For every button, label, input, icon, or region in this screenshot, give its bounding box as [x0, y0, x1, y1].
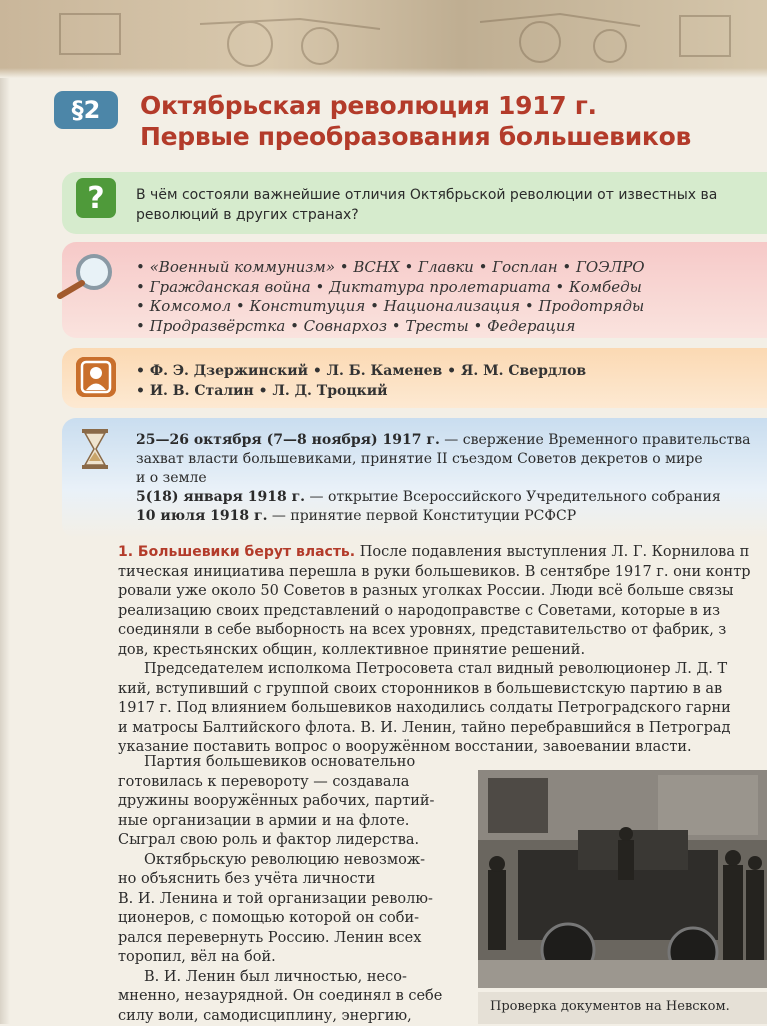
keywords-list [136, 258, 645, 336]
paragraph-line: тическая инициатива перешла в руки большевиков. В сентябре 1917 г. они контр [118, 563, 751, 583]
column-line: дружины вооружённых рабочих, партий- [118, 792, 460, 812]
paragraph-line: и матросы Балтийского флота. В. И. Ленин, тайно перебравшийся в Петроград [118, 719, 731, 739]
section-heading: 1. Большевики берут власть. [118, 544, 355, 560]
magnifier-icon [54, 250, 124, 300]
paragraph-line: соединяли в себе выборность на всех уровнях, представительство от фабрик, з [118, 621, 751, 641]
column-line: ные организации в армии и на флоте. [118, 812, 460, 832]
top-illustration-banner [0, 0, 767, 78]
persons-line: • Ф. Э. Дзержинский • Л. Б. Каменев • Я. М. Свердлов [136, 362, 586, 382]
column-line: Сыграл свою роль и фактор лидерства. [118, 831, 460, 851]
text-column [118, 753, 460, 1026]
column-line: рался перевернуть Россию. Ленин всех [118, 929, 460, 949]
portrait-icon [76, 357, 116, 397]
paragraph-line: реализацию своих представлений о народоправстве с Советами, которые в из [118, 602, 751, 622]
date-entry-3 [136, 507, 751, 526]
date-entry-1-cont: и о земле [136, 469, 751, 488]
paragraph-line: ровали уже около 50 Советов в разных уголках России. Люди всё больше связы [118, 582, 751, 602]
question-line-1: В чём состояли важнейшие отличия Октябрьской революции от известных ва [136, 185, 717, 205]
paragraph-line [118, 543, 751, 563]
dates-list [136, 431, 751, 526]
keywords-line: • Продразвёрстка • Совнархоз • Тресты • Федерация [136, 317, 645, 337]
date-description: — принятие первой Конституции РСФСР [267, 508, 576, 524]
column-line: торопил, вёл на бой. [118, 948, 460, 968]
question-mark-icon: ? [76, 178, 116, 218]
keywords-line: • Гражданская война • Диктатура пролетариата • Комбеды [136, 278, 645, 298]
question-line-2: революций в других странах? [136, 205, 717, 225]
paragraph-line: 1917 г. Под влиянием большевиков находились солдаты Петроградского гарни [118, 699, 731, 719]
persons-line: • И. В. Сталин • Л. Д. Троцкий [136, 382, 586, 402]
paragraph-line: дов, крестьянских общин, коллективное принятие решений. [118, 641, 751, 661]
paragraph-line: кий, вступивший с группой своих сторонников в большевистскую партию в ав [118, 680, 731, 700]
question-text [136, 185, 717, 225]
paragraph-first-text: После подавления выступления Л. Г. Корнилова п [355, 544, 749, 560]
column-line: В. И. Ленина и той организации револю- [118, 890, 460, 910]
photo-caption: Проверка документов на Невском. [478, 992, 767, 1024]
column-line: Октябрьскую революцию невозмож- [118, 851, 460, 871]
page-title [140, 90, 691, 152]
title-line-1: Октябрьская революция 1917 г. [140, 90, 691, 121]
date-label: 10 июля 1918 г. [136, 508, 267, 524]
date-label: 5(18) января 1918 г. [136, 489, 305, 505]
date-description: — открытие Всероссийского Учредительного собрания [305, 489, 721, 505]
column-line: готовилась к перевороту — создавала [118, 773, 460, 793]
keywords-line: • «Военный коммунизм» • ВСНХ • Главки • Госплан • ГОЭЛРО [136, 258, 645, 278]
paragraph-1 [118, 543, 751, 660]
column-line: ционеров, с помощью которой он соби- [118, 909, 460, 929]
date-label: 25—26 октября (7—8 ноября) 1917 г. [136, 432, 440, 448]
column-line: В. И. Ленин был личностью, несо- [118, 968, 460, 988]
date-entry-1-cont: захват власти большевиками, принятие II съездом Советов декретов о мире [136, 450, 751, 469]
column-line: мненно, незаурядной. Он соединял в себе [118, 987, 460, 1007]
column-line: силу воли, самодисциплину, энергию, [118, 1007, 460, 1026]
persons-list [136, 362, 586, 401]
date-entry-2 [136, 488, 751, 507]
column-line: Партия большевиков основательно [118, 753, 460, 773]
keywords-line: • Комсомол • Конституция • Национализация • Продотряды [136, 297, 645, 317]
historical-photo [478, 770, 767, 988]
paragraph-2 [118, 660, 731, 758]
section-number-badge: §2 [54, 91, 118, 129]
date-description: — свержение Временного правительства [440, 432, 751, 448]
column-line: но объяснить без учёта личности [118, 870, 460, 890]
page-spine [0, 0, 10, 1024]
title-line-2: Первые преобразования большевиков [140, 121, 691, 152]
banner-illustration [0, 4, 767, 68]
paragraph-line: указание поставить вопрос о вооружённом восстании, завоевании власти. [118, 738, 731, 758]
hourglass-icon [80, 428, 110, 470]
date-entry-1 [136, 431, 751, 450]
paragraph-line: Председателем исполкома Петросовета стал видный революционер Л. Д. Т [118, 660, 731, 680]
